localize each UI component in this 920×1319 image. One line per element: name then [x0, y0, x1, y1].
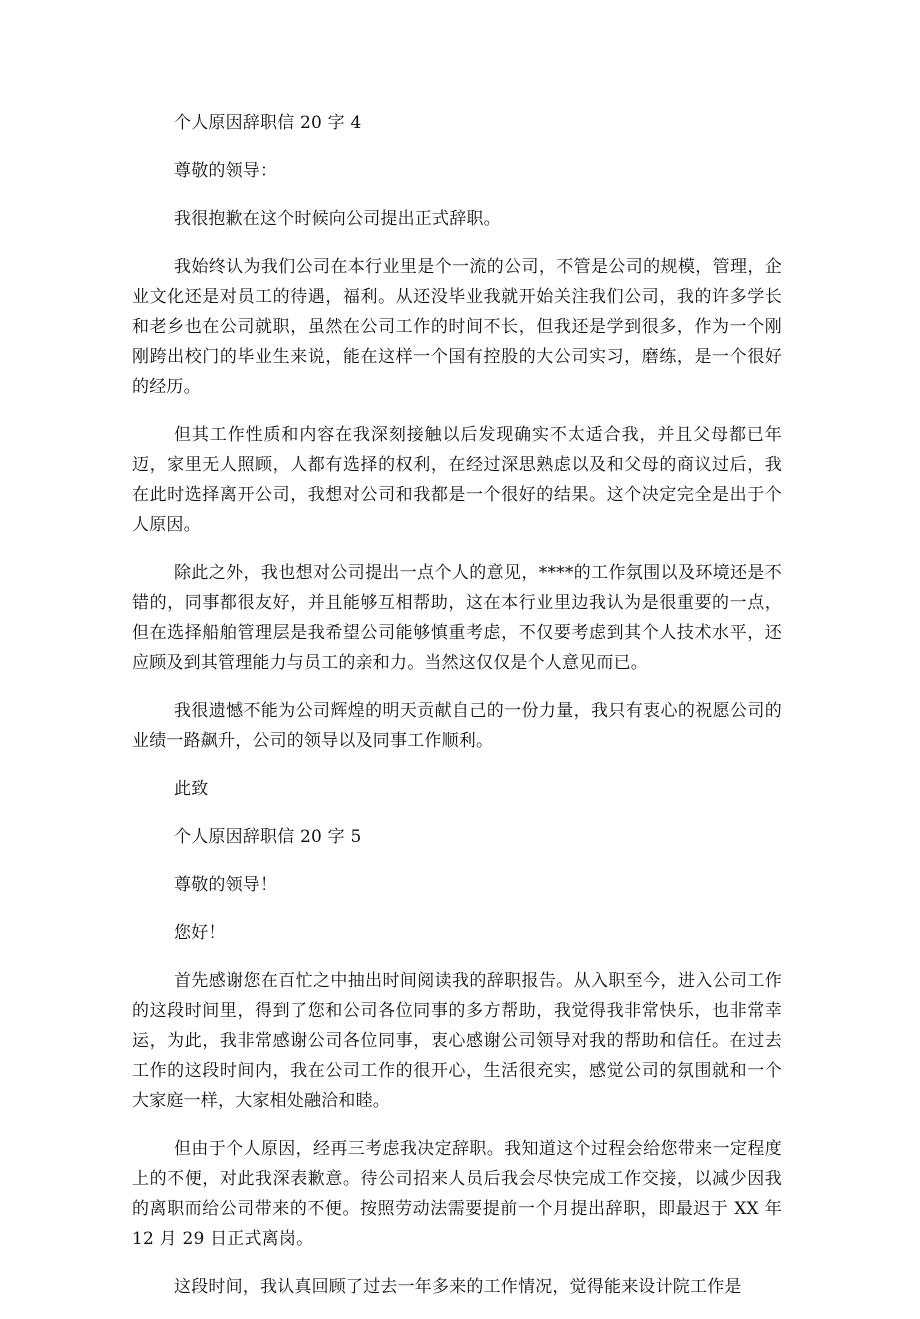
- paragraph-4-4: 除此之外，我也想对公司提出一点个人的意见，****的工作氛围以及环境还是不错的，同事都很友好，并且能够互相帮助，这在本行业里边我认为是很重要的一点，但在选择船舶管理层是我希望公司能够慎重考虑，不仅要考虑到其个人技术水平，还应顾及到其管理能力与员工的亲和力。当然这仅仅是个人意见而已。: [132, 563, 782, 673]
- paragraph-5-1: 首先感谢您在百忙之中抽出时间阅读我的辞职报告。从入职至今，进入公司工作的这段时间里，得到了您和公司各位同事的多方帮助，我觉得我非常快乐，也非常幸运，为此，我非常感谢公司各位同事，衷心感谢公司领导对我的帮助和信任。在过去工作的这段时间内，我在公司工作的很开心，生活很充实，感觉公司的氛围就和一个大家庭一样，大家相处融洽和睦。: [132, 971, 782, 1111]
- paragraph-4-5: 我很遗憾不能为公司辉煌的明天贡献自己的一份力量，我只有衷心的祝愿公司的业绩一路飙升，公司的领导以及同事工作顺利。: [132, 701, 782, 751]
- paragraph-4-2: 我始终认为我们公司在本行业里是个一流的公司，不管是公司的规模，管理，企业文化还是对员工的待遇，福利。从还没毕业我就开始关注我们公司，我的许多学长和老乡也在公司就职，虽然在公司工作的时间不长，但我还是学到很多，作为一个刚刚跨出校门的毕业生来说，能在这样一个国有控股的大公司实习，磨练，是一个很好的经历。: [132, 257, 782, 397]
- letter-body: [132, 108, 782, 1319]
- paragraph-4-1: 我很抱歉在这个时候向公司提出正式辞职。: [174, 209, 501, 229]
- closing-4: 此致: [174, 779, 209, 799]
- letter-heading-4: 个人原因辞职信 20 字 4: [174, 113, 362, 133]
- paragraph-5-3: 这段时间，我认真回顾了过去一年多来的工作情况，觉得能来设计院工作是: [174, 1277, 742, 1297]
- salutation-5: 尊敬的领导！: [174, 875, 278, 895]
- greeting-5: 您好！: [174, 923, 226, 943]
- paragraph-5-2: 但由于个人原因，经再三考虑我决定辞职。我知道这个过程会给您带来一定程度上的不便，对此我深表歉意。待公司招来人员后我会尽快完成工作交接，以减少因我的离职而给公司带来的不便。按照劳动法需要提前一个月提出辞职，即最迟于 XX 年 12 月 29 日正式离岗。: [132, 1139, 782, 1249]
- letter-heading-5: 个人原因辞职信 20 字 5: [174, 827, 362, 847]
- salutation-4: 尊敬的领导：: [174, 161, 278, 181]
- paragraph-4-3: 但其工作性质和内容在我深刻接触以后发现确实不太适合我，并且父母都已年迈，家里无人照顾，人都有选择的权利，在经过深思熟虑以及和父母的商议过后，我在此时选择离开公司，我想对公司和我都是一个很好的结果。这个决定完全是出于个人原因。: [132, 425, 782, 535]
